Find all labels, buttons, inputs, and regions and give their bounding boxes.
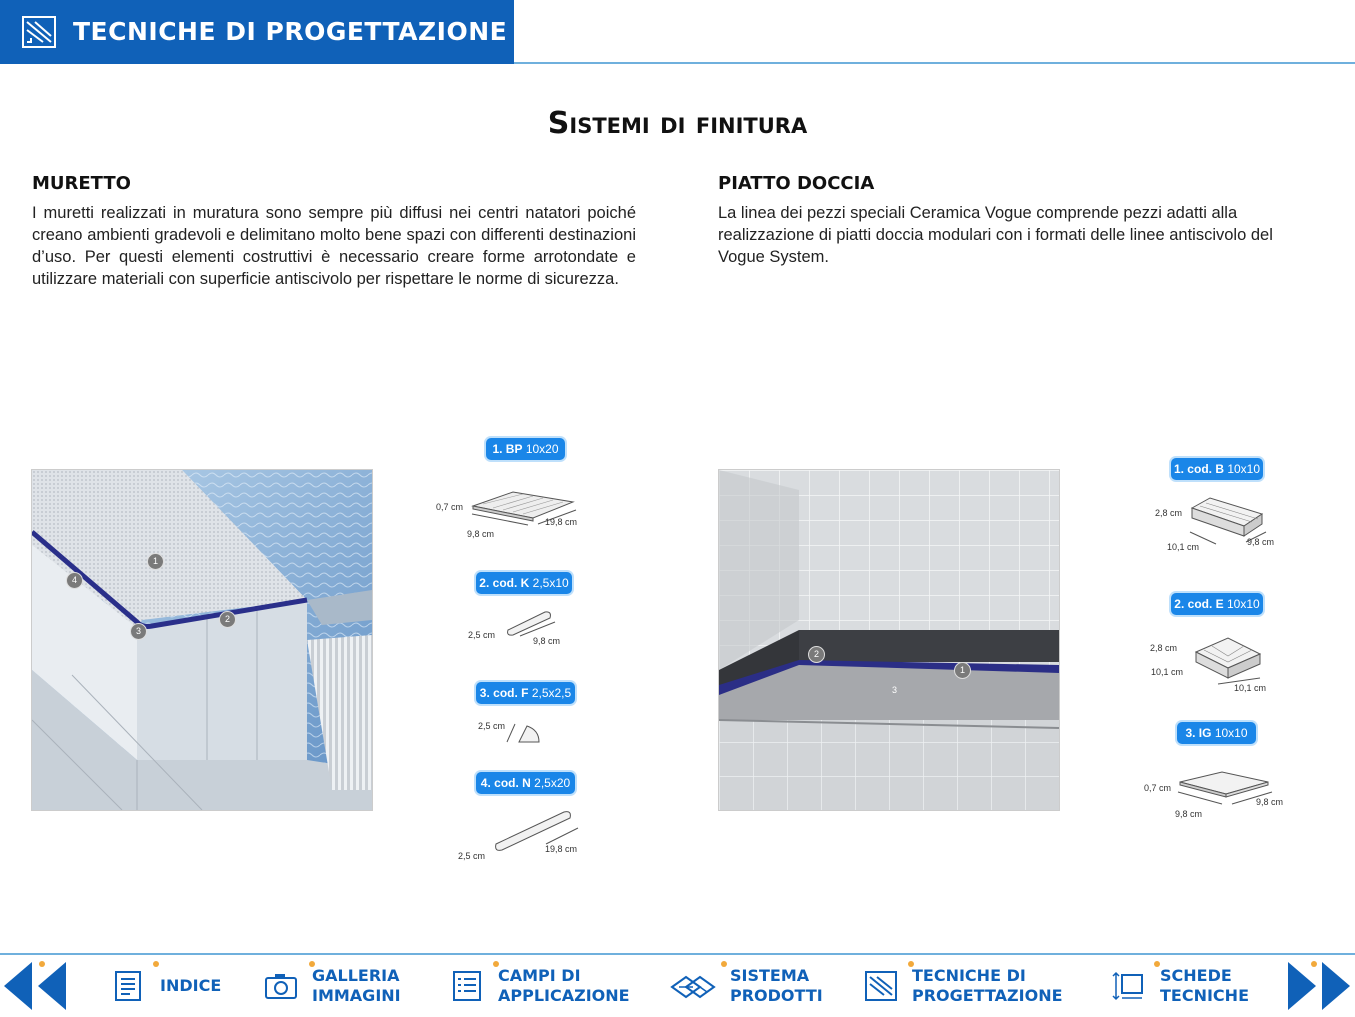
page-title: Sistemi di finitura — [547, 106, 808, 141]
nav-schede-tecniche[interactable] — [1110, 962, 1249, 1010]
nav-campi-di-applicazione[interactable] — [450, 962, 630, 1010]
camera-icon — [264, 969, 298, 1003]
dim-text: 10,1 cm — [1151, 667, 1184, 677]
dim-text: 10,1 cm — [1167, 542, 1200, 552]
design-icon — [22, 16, 56, 48]
dim-text: 9,8 cm — [533, 636, 561, 646]
marker-3: 3 — [130, 623, 147, 640]
nav-label: TECNICHE DI — [912, 966, 1026, 985]
next-page-button[interactable] — [1284, 958, 1354, 1014]
nav-label: IMMAGINI — [312, 986, 401, 1005]
muretto-photo — [31, 469, 373, 811]
piece-ig-label: 3. IG 10x10 — [1177, 722, 1256, 744]
piece-b-label: 1. cod. B 10x10 — [1171, 458, 1263, 480]
prev-page-button[interactable] — [2, 958, 72, 1014]
dim-text: 19,8 cm — [545, 517, 578, 527]
footer-divider — [0, 953, 1355, 955]
shower-photo — [718, 469, 1060, 811]
piece-e-label: 2. cod. E 10x10 — [1171, 593, 1263, 615]
dim-text: 0,7 cm — [1144, 783, 1172, 793]
nav-indice[interactable] — [112, 962, 221, 1010]
marker-3: 3 — [891, 685, 897, 695]
marker-2: 2 — [808, 646, 825, 663]
header-divider — [514, 62, 1355, 64]
nav-label: PRODOTTI — [730, 986, 823, 1005]
piece-e-drawing — [1188, 632, 1268, 687]
dim-text: 9,8 cm — [467, 529, 495, 539]
design-icon — [864, 969, 898, 1003]
dim-text: 2,8 cm — [1155, 508, 1183, 518]
marker-1: 1 — [147, 553, 164, 570]
nav-label: SISTEMA — [730, 966, 810, 985]
dim-text: 10,1 cm — [1234, 683, 1267, 693]
nav-label: SCHEDE — [1160, 966, 1232, 985]
nav-tecniche-di-progettazione[interactable] — [864, 962, 1063, 1010]
nav-sistema-prodotti[interactable] — [670, 962, 823, 1010]
dim-text: 2,5 cm — [458, 851, 486, 861]
nav-label: INDICE — [160, 976, 222, 995]
dim-text: 2,5 cm — [478, 721, 506, 731]
dim-text: 9,8 cm — [1175, 809, 1203, 819]
dim-text: 9,8 cm — [1256, 797, 1284, 807]
muretto-heading: MURETTO — [32, 173, 131, 194]
header-bar — [0, 0, 514, 64]
piatto-doccia-text: La linea dei pezzi speciali Ceramica Vogue comprende pezzi adatti alla realizzazione di piatti doccia modulari con i formati delle linee antiscivolo del Vogue System. — [718, 204, 1273, 266]
nav-galleria-immagini[interactable] — [264, 962, 401, 1010]
nav-label: TECNICHE — [1160, 986, 1249, 1005]
measure-icon — [1110, 969, 1146, 1003]
header-title: TECNICHE DI PROGETTAZIONE — [73, 17, 508, 46]
nav-label: GALLERIA — [312, 966, 400, 985]
dim-text: 2,8 cm — [1150, 643, 1178, 653]
dim-text: 19,8 cm — [545, 844, 578, 854]
list-icon — [450, 969, 484, 1003]
nav-label: PROGETTAZIONE — [912, 986, 1063, 1005]
nav-label: CAMPI DI — [498, 966, 581, 985]
dim-text: 9,8 cm — [1247, 537, 1275, 547]
piece-f-label: 3. cod. F 2,5x2,5 — [476, 682, 575, 704]
tiles-icon — [670, 969, 716, 1003]
dim-text: 2,5 cm — [468, 630, 496, 640]
piatto-doccia-heading: PIATTO DOCCIA — [718, 173, 875, 194]
piece-k-drawing — [500, 608, 560, 638]
index-icon — [112, 969, 146, 1003]
marker-1: 1 — [954, 662, 971, 679]
dim-text: 0,7 cm — [436, 502, 464, 512]
piece-n-label: 4. cod. N 2,5x20 — [476, 772, 575, 794]
muretto-text: I muretti realizzati in muratura sono sempre più diffusi nei centri natatori poiché creano ambienti gradevoli e delimitano molto bene spazi con differenti destinazioni d’uso. Per questi elementi costruttivi è necessario creare forme arrotondate e utilizzare materiali con superficie antiscivolo per rispettare le norme di sicurezza. — [32, 204, 636, 288]
nav-label: APPLICAZIONE — [498, 986, 630, 1005]
piece-k-label: 2. cod. K 2,5x10 — [476, 572, 572, 594]
marker-2: 2 — [219, 611, 236, 628]
piece-f-drawing — [505, 718, 545, 748]
marker-4: 4 — [66, 572, 83, 589]
piece-bp-label: 1. BP 10x20 — [486, 438, 565, 460]
